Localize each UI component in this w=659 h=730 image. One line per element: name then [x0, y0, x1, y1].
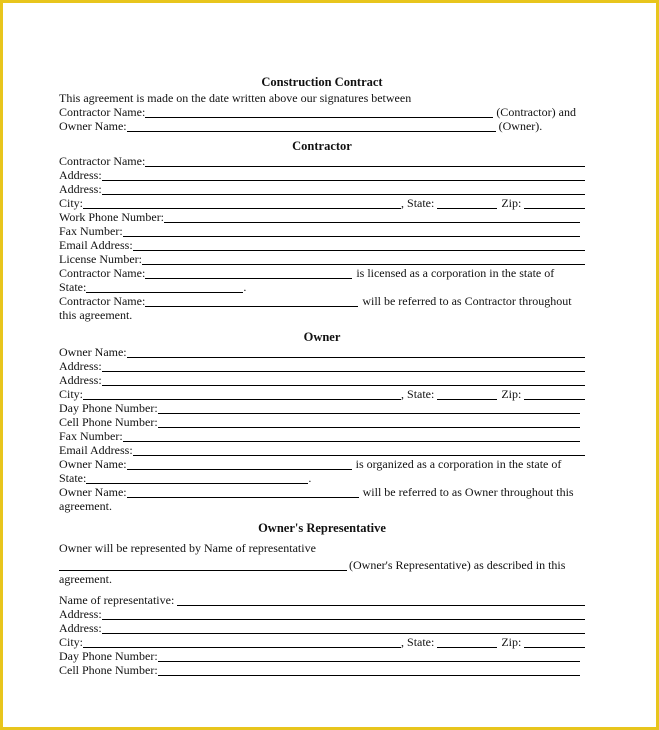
intro-owner-row: Owner Name: (Owner). — [59, 119, 543, 133]
owner-fax-field[interactable] — [123, 430, 580, 442]
owner-zip-field[interactable] — [524, 388, 585, 400]
contractor-city-field[interactable] — [83, 197, 401, 209]
contractor-work-phone-field[interactable] — [164, 211, 580, 223]
rep-day-phone-field[interactable] — [158, 650, 580, 662]
owner-corp-state-field[interactable] — [86, 472, 308, 484]
owner-ref-row-2: agreement. — [59, 499, 112, 513]
representative-name-row: (Owner's Representative) as described in this — [59, 555, 585, 572]
rep-state-field[interactable] — [437, 636, 497, 648]
field-label: Owner Name: — [59, 119, 127, 133]
contractor-ref-row: Contractor Name: will be referred to as Contractor throughout — [59, 294, 572, 308]
owner-day-phone-row: Day Phone Number: — [59, 401, 585, 415]
contractor-address1-field[interactable] — [102, 169, 585, 181]
contractor-license-row: License Number: — [59, 252, 585, 266]
contractor-work-phone-row: Work Phone Number: — [59, 210, 585, 224]
contractor-ref-row-2: this agreement. — [59, 308, 133, 322]
contractor-name-row: Contractor Name: — [59, 154, 585, 168]
contractor-fax-field[interactable] — [123, 225, 580, 237]
document-title: Construction Contract — [261, 75, 383, 89]
contractor-zip-field[interactable] — [524, 197, 585, 209]
owner-name-field[interactable] — [127, 120, 496, 132]
owner-corp-row: Owner Name: is organized as a corporation in the state of — [59, 457, 562, 471]
rep-name-field[interactable] — [177, 594, 585, 606]
owner-email-row: Email Address: — [59, 443, 585, 457]
owner-city-field[interactable] — [83, 388, 401, 400]
owner-ref-name-field[interactable] — [127, 486, 359, 498]
owner-address2-field[interactable] — [102, 374, 585, 386]
owner-corp-name-field[interactable] — [127, 458, 352, 470]
contractor-name-field[interactable] — [145, 155, 585, 167]
intro-statement: This agreement is made on the date written above our signatures between — [59, 91, 412, 105]
owner-state-field[interactable] — [437, 388, 497, 400]
rep-zip-field[interactable] — [524, 636, 585, 648]
rep-address2-row: Address: — [59, 621, 585, 635]
owner-cell-phone-field[interactable] — [158, 416, 580, 428]
rep-city-row: City: , State: Zip: — [59, 635, 585, 649]
owner-heading: Owner — [303, 330, 341, 344]
contractor-city-row: City: , State: Zip: — [59, 196, 585, 210]
representative-agreement-row: agreement. — [59, 572, 112, 586]
contractor-email-field[interactable] — [133, 239, 585, 251]
owner-city-row: City: , State: Zip: — [59, 387, 585, 401]
rep-cell-phone-row: Cell Phone Number: — [59, 663, 585, 677]
owner-state-row: State: . — [59, 471, 312, 485]
contractor-corp-row: Contractor Name: is licensed as a corporation in the state of — [59, 266, 555, 280]
owner-fax-row: Fax Number: — [59, 429, 585, 443]
contractor-corp-state-field[interactable] — [86, 281, 243, 293]
rep-city-field[interactable] — [83, 636, 401, 648]
contract-document — [59, 74, 585, 677]
intro-contractor-row: Contractor Name: (Contractor) and — [59, 105, 576, 119]
field-label: Contractor Name: — [59, 105, 146, 119]
owner-day-phone-field[interactable] — [158, 402, 580, 414]
contractor-license-field[interactable] — [142, 253, 585, 265]
rep-address1-row: Address: — [59, 607, 585, 621]
representative-name-field[interactable] — [59, 559, 347, 571]
owner-ref-row: Owner Name: will be referred to as Owner throughout this — [59, 485, 574, 499]
contractor-address2-row: Address: — [59, 182, 585, 196]
contractor-corp-name-field[interactable] — [145, 267, 352, 279]
contractor-email-row: Email Address: — [59, 238, 585, 252]
contractor-heading: Contractor — [292, 139, 352, 153]
owner-name-row: Owner Name: — [59, 345, 585, 359]
representative-statement-row: Owner will be represented by Name of representative — [59, 541, 316, 555]
rep-address1-field[interactable] — [102, 608, 585, 620]
owner-address2-row: Address: — [59, 373, 585, 387]
contractor-address2-field[interactable] — [102, 183, 585, 195]
representative-heading: Owner's Representative — [258, 521, 386, 535]
owner-address1-field[interactable] — [102, 360, 585, 372]
contractor-name-field[interactable] — [145, 106, 493, 118]
rep-day-phone-row: Day Phone Number: — [59, 649, 585, 663]
owner-address1-row: Address: — [59, 359, 585, 373]
contractor-state-field[interactable] — [437, 197, 497, 209]
owner-cell-phone-row: Cell Phone Number: — [59, 415, 585, 429]
owner-name-field[interactable] — [127, 346, 585, 358]
owner-email-field[interactable] — [133, 444, 585, 456]
rep-name-row: Name of representative: — [59, 593, 585, 607]
contractor-ref-name-field[interactable] — [145, 295, 358, 307]
contractor-fax-row: Fax Number: — [59, 224, 585, 238]
contractor-address1-row: Address: — [59, 168, 585, 182]
rep-address2-field[interactable] — [102, 622, 585, 634]
rep-cell-phone-field[interactable] — [158, 664, 580, 676]
contractor-state-row: State: . — [59, 280, 247, 294]
